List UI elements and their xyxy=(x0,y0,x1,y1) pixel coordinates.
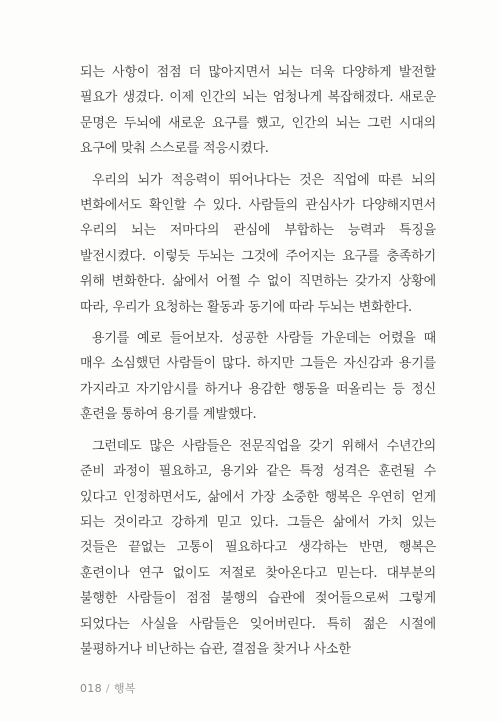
page-number: 018 xyxy=(80,682,102,695)
paragraph-continued: 되는 사항이 점점 더 많아지면서 뇌는 더욱 다양하게 발전할 필요가 생겼다. 이제 인간의 뇌는 엄청나게 복잡해졌다. 새로운 문명은 두뇌에 새로운 요구를 했고, 인간의 뇌는 그런 시대의 요구에 맞춰 스스로를 적응시켰다. xyxy=(80,65,436,157)
body-text xyxy=(80,60,436,668)
paragraph-courage: 용기를 예로 들어보자. 성공한 사람들 가운데는 어렸을 때 매우 소심했던 사람들이 많다. 하지만 그들은 자신감과 용기를 가지라고 자기암시를 하거나 용감한 행동을 떠올리는 등 정신 훈련을 통하여 용기를 계발했다. xyxy=(80,331,436,423)
running-title: 행복 xyxy=(113,682,136,695)
paragraph-brain-adaptation: 우리의 뇌가 적응력이 뛰어나다는 것은 직업에 따른 뇌의 변화에서도 확인할 수 있다. 사람들의 관심사가 다양해지면서 우리의 뇌는 저마다의 관심에 부합하는 능력과 특징을 발전시켰다. 이렇듯 두뇌는 그것에 주어지는 요구를 충족하기 위해 변화한다. 삶에서 어쩔 수 없이 직면하는 갖가지 상황에 따라, 우리가 요청하는 활동과 동기에 따라 두뇌는 변화한다. xyxy=(80,172,436,315)
paragraph-happiness: 그런데도 많은 사람들은 전문직업을 갖기 위해서 수년간의 준비 과정이 필요하고, 용기와 같은 특정 성격은 훈련될 수 있다고 인정하면서도, 삶에서 가장 소중한 행복은 우연히 얻게 되는 것이라고 강하게 믿고 있다. 그들은 삶에서 가치 있는 것들은 끝없는 고통이 필요하다고 생각하는 반면, 행복은 훈련이나 연구 없이도 저절로 찾아온다고 믿는다. 대부분의 불행한 사람들이 점점 불행의 습관에 젖어들으로써 그렇게 되었다는 사실을 사람들은 잊어버린다. 특히 젊은 시절에 불평하거나 비난하는 습관, 결점을 찾거나 사소한 xyxy=(80,438,436,657)
footer-separator: / xyxy=(105,682,110,695)
page-footer xyxy=(80,680,136,696)
